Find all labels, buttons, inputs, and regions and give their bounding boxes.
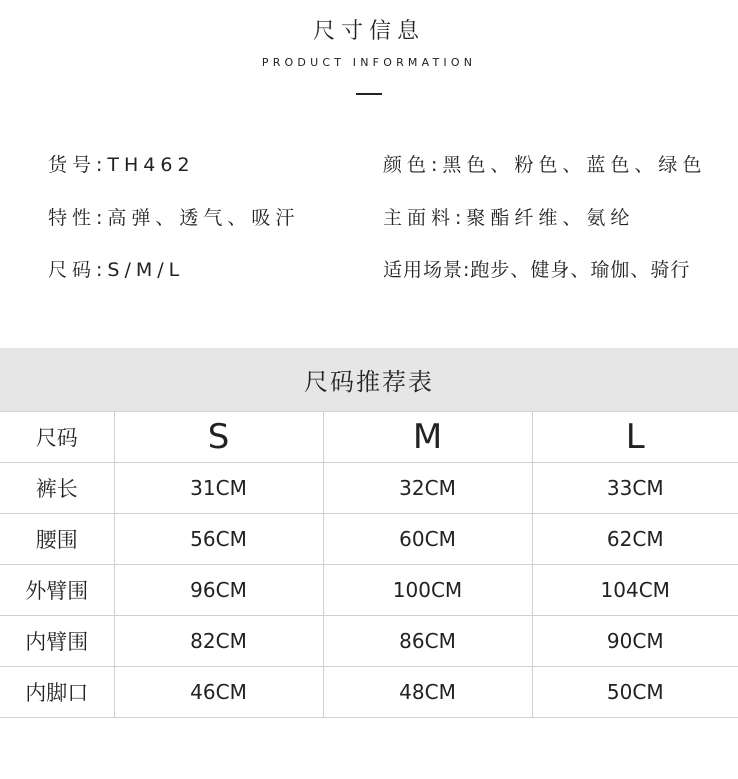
row-label: 腰围	[0, 514, 114, 565]
info-material-value: 聚酯纤维、氨纶	[466, 207, 635, 229]
info-scenes	[383, 255, 690, 282]
table-cell: 82CM	[114, 616, 323, 667]
info-size-value: S/M/L	[107, 259, 185, 281]
table-cell: 56CM	[114, 514, 323, 565]
info-feature-value: 高弹、透气、吸汗	[107, 207, 300, 229]
size-heading-s: S	[114, 412, 323, 463]
info-feature-label: 特性:	[48, 207, 108, 229]
size-column-label: 尺码	[0, 412, 114, 463]
table-cell: 31CM	[114, 463, 323, 514]
info-item-no	[48, 150, 195, 177]
info-color-label: 颜色:	[383, 154, 443, 176]
section-subtitle: PRODUCT INFORMATION	[261, 56, 477, 69]
title-divider	[356, 93, 382, 95]
info-scenes-label: 适用场景:	[383, 259, 471, 281]
table-row	[0, 514, 738, 565]
table-row	[0, 565, 738, 616]
info-size-label: 尺码:	[48, 259, 108, 281]
table-row	[0, 667, 738, 718]
size-table	[0, 411, 738, 718]
size-chart-title: 尺码推荐表	[0, 348, 738, 411]
table-header-row	[0, 412, 738, 463]
table-cell: 48CM	[323, 667, 532, 718]
row-label: 外臂围	[0, 565, 114, 616]
info-item-no-label: 货号:	[48, 154, 108, 176]
size-heading-m: M	[323, 412, 532, 463]
info-size	[48, 255, 184, 282]
table-row	[0, 616, 738, 667]
size-chart	[0, 348, 738, 718]
info-material	[383, 203, 634, 230]
info-color	[383, 150, 706, 177]
table-cell: 104CM	[532, 565, 738, 616]
info-color-value: 黑色、粉色、蓝色、绿色	[442, 154, 707, 176]
section-title: 尺寸信息	[312, 19, 425, 44]
info-item-no-value: TH462	[107, 154, 195, 176]
table-cell: 32CM	[323, 463, 532, 514]
table-cell: 86CM	[323, 616, 532, 667]
table-cell: 100CM	[323, 565, 532, 616]
row-label: 内脚口	[0, 667, 114, 718]
table-cell: 60CM	[323, 514, 532, 565]
table-cell: 46CM	[114, 667, 323, 718]
size-heading-l: L	[532, 412, 738, 463]
table-cell: 50CM	[532, 667, 738, 718]
table-cell: 90CM	[532, 616, 738, 667]
table-cell: 62CM	[532, 514, 738, 565]
table-cell: 33CM	[532, 463, 738, 514]
info-material-label: 主面料:	[383, 207, 467, 229]
row-label: 裤长	[0, 463, 114, 514]
table-row	[0, 463, 738, 514]
row-label: 内臂围	[0, 616, 114, 667]
info-feature	[48, 203, 299, 230]
table-cell: 96CM	[114, 565, 323, 616]
info-scenes-value: 跑步、健身、瑜伽、骑行	[470, 259, 691, 281]
